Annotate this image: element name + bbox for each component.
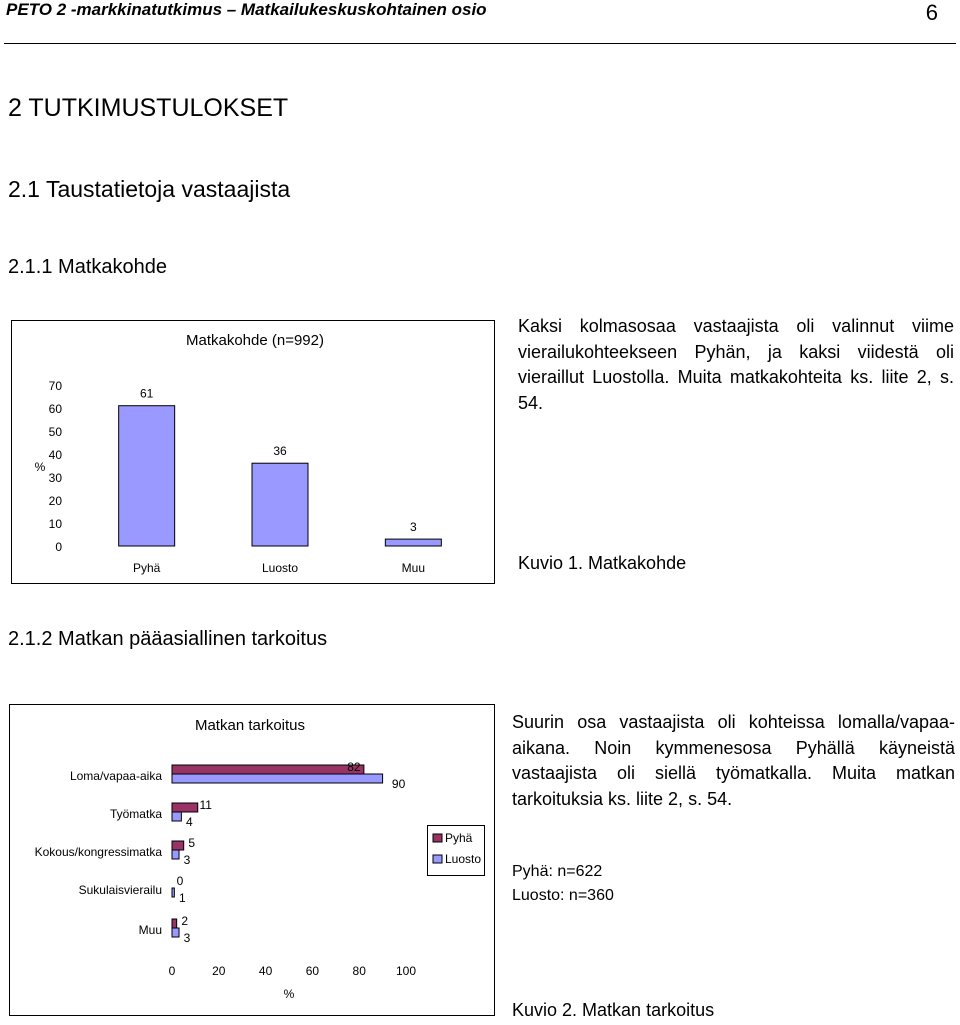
sample-size-pyha: Pyhä: n=622	[512, 863, 603, 880]
chart-purpose	[0, 700, 500, 1020]
y-tick-label: 50	[48, 425, 62, 439]
subsubsection-heading-destination: 2.1.1 Matkakohde	[8, 256, 167, 278]
bar-luosto	[252, 463, 308, 546]
bar-value-label: 4	[186, 815, 193, 829]
subsubsection-heading-purpose: 2.1.2 Matkan pääasiallinen tarkoitus	[8, 628, 328, 650]
bar-muu	[385, 539, 441, 546]
x-tick-label: Luosto	[261, 561, 299, 575]
chart-purpose-svg	[0, 700, 500, 1020]
bar-value-label: 36	[273, 444, 287, 459]
bar-luosto	[172, 812, 181, 821]
chart-destination	[0, 318, 500, 586]
x-tick-label: 0	[168, 964, 176, 978]
category-label: Kokous/kongressimatka	[34, 845, 162, 859]
page-number: 6	[925, 0, 938, 25]
bar-value-label: 82	[347, 760, 361, 774]
bar-luosto	[172, 774, 383, 783]
y-tick-label: 40	[48, 448, 62, 462]
x-tick-label: 20	[212, 964, 226, 978]
bar-value-label: 3	[183, 931, 191, 945]
bar-luosto	[172, 888, 174, 897]
y-tick-label: 0	[55, 540, 62, 554]
chart-title: Matkakohde (n=992)	[185, 332, 325, 349]
chart-frame	[10, 705, 495, 1016]
legend-label: Luosto	[445, 852, 482, 866]
category-label: Muu	[138, 923, 162, 937]
chart-destination-svg	[0, 318, 500, 586]
subsection-heading: 2.1 Taustatietoja vastaajista	[8, 176, 291, 202]
bar-value-label: 3	[409, 520, 417, 535]
y-tick-label: 70	[48, 379, 62, 393]
bar-value-label: 11	[199, 798, 212, 812]
y-axis-label: %	[34, 460, 46, 474]
category-label: Loma/vapaa-aika	[69, 769, 162, 783]
y-tick-label: 60	[48, 402, 62, 416]
bar-pyhä	[172, 765, 364, 774]
x-tick-label: 80	[352, 964, 366, 978]
bar-pyhä	[172, 841, 184, 850]
paragraph-destination: Kaksi kolmasosaa vastaajista oli valinnut viime vierailukohteekseen Pyhän, ja kaksi viidestä oli vieraillut Luostolla. Muita matkakohteita ks. liite 2, s. 54.	[518, 316, 954, 413]
figure-caption-1: Kuvio 1. Matkakohde	[518, 553, 687, 573]
paragraph-purpose: Suurin osa vastaajista oli kohteissa lomalla/vapaa-aikana. Noin kymmenesosa Pyhällä käyneistä vastaajista oli siellä työmatkalla. Muita matkan tarkoituksia ks. liite 2, s. 54.	[512, 712, 955, 809]
bar-pyhä	[172, 803, 198, 812]
header-rule	[4, 43, 956, 44]
x-tick-label: Pyhä	[132, 561, 161, 575]
bar-value-label: 0	[176, 874, 184, 888]
section-heading: 2 TUTKIMUSTULOKSET	[8, 94, 289, 122]
bar-value-label: 1	[178, 891, 186, 905]
x-tick-label: 40	[258, 964, 273, 978]
bar-pyhä	[119, 406, 175, 546]
legend-label: Pyhä	[445, 831, 473, 845]
category-label: Työmatka	[109, 807, 162, 821]
y-tick-label: 10	[48, 517, 62, 531]
sample-size-luosto: Luosto: n=360	[512, 887, 614, 904]
bar-value-label: 5	[188, 836, 196, 850]
bar-value-label: 2	[181, 914, 189, 928]
figure-caption-2: Kuvio 2. Matkan tarkoitus	[512, 1000, 715, 1020]
legend-swatch-luosto	[433, 855, 442, 863]
y-tick-label: 20	[48, 494, 62, 508]
bar-luosto	[172, 850, 179, 859]
bar-pyhä	[172, 919, 177, 928]
legend-swatch-pyhä	[433, 834, 442, 842]
x-tick-label: 100	[395, 964, 417, 978]
chart-title: Matkan tarkoitus	[194, 717, 306, 734]
running-header-title: PETO 2 -markkinatutkimus – Matkailukeskuskohtainen osio	[6, 0, 487, 19]
category-label: Sukulaisvierailu	[78, 883, 162, 897]
bar-value-label: 90	[391, 777, 406, 791]
x-tick-label: Muu	[401, 561, 426, 575]
bar-value-label: 61	[139, 386, 154, 401]
y-tick-label: 30	[48, 471, 62, 485]
x-tick-label: 60	[305, 964, 320, 978]
bar-value-label: 3	[183, 853, 191, 867]
bar-luosto	[172, 928, 179, 937]
x-axis-label: %	[283, 987, 295, 1001]
